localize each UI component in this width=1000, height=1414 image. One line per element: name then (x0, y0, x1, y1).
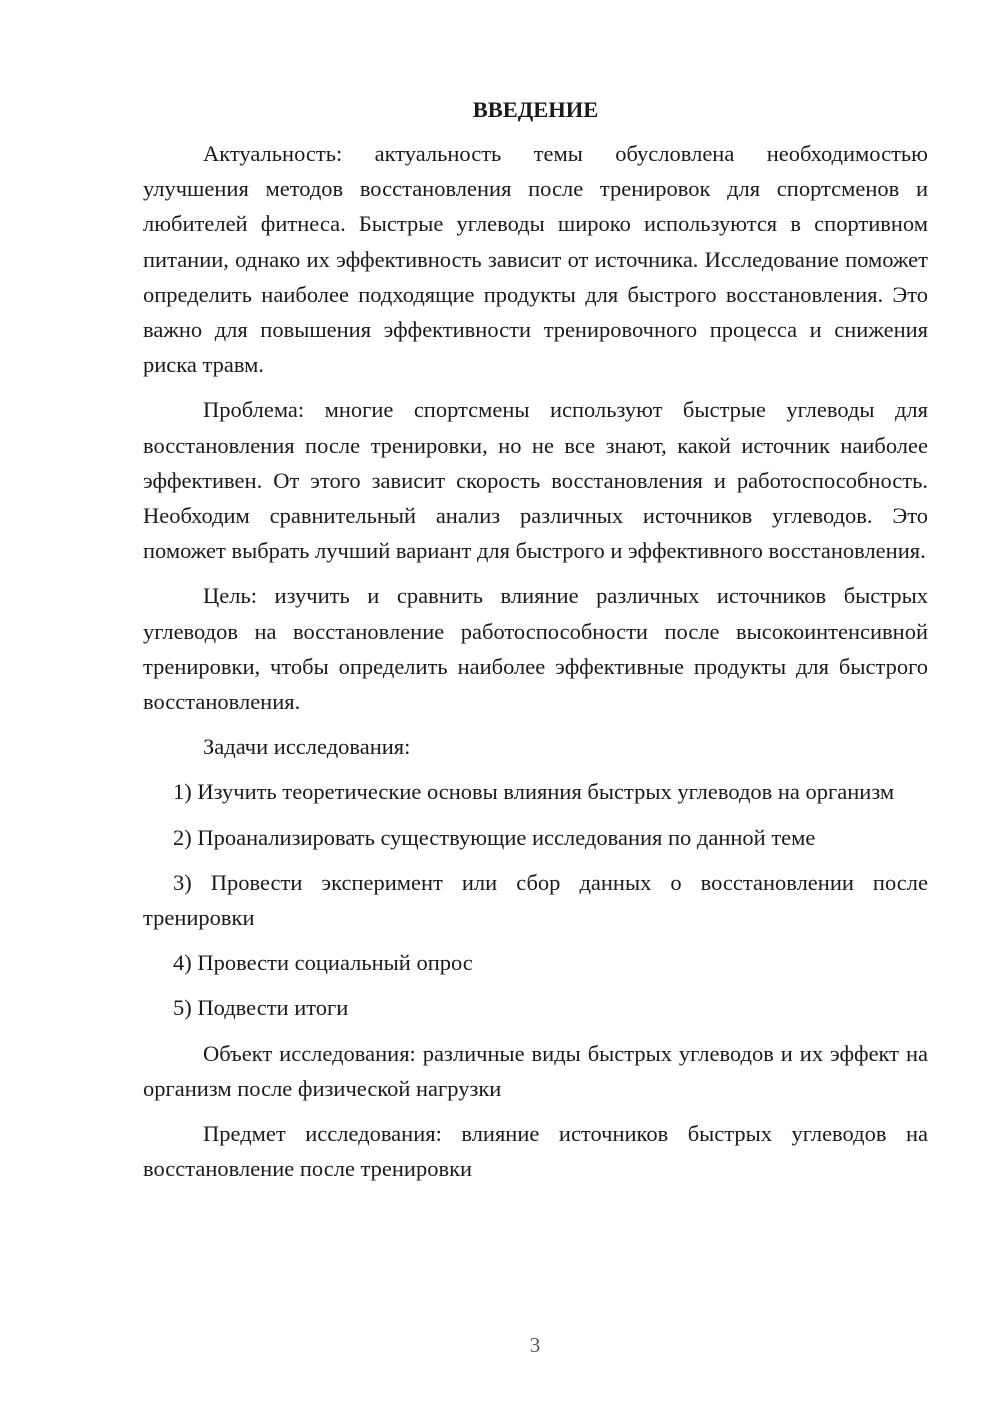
paragraph-object: Объект исследования: различные виды быстрых углеводов и их эффект на организм после физической нагрузки (143, 1040, 928, 1101)
paragraph-problem: Проблема: многие спортсмены используют быстрые углеводы для восстановления после тренировки, но не все знают, какой источник наиболее эффективен. От этого зависит скорость восстановления и работоспособность. Необходим сравнительный анализ различных источников углеводов. Это поможет выбрать лучший вариант для быстрого и эффективного восстановления. (143, 397, 928, 564)
section-title: ВВЕДЕНИЕ (472, 97, 599, 122)
page-number: 3 (529, 1333, 541, 1357)
paragraph-subject: Предмет исследования: влияние источников быстрых углеводов на восстановление после тренировки (143, 1121, 928, 1182)
task-item-5: 5) Подвести итоги (173, 995, 349, 1021)
task-item-4: 4) Провести социальный опрос (173, 950, 473, 976)
task-item-1: 1) Изучить теоретические основы влияния быстрых углеводов на организм (173, 779, 895, 805)
page-body (143, 92, 928, 1196)
paragraph-goal: Цель: изучить и сравнить влияние различных источников быстрых углеводов на восстановление работоспособности после высокоинтенсивной тренировки, чтобы определить наиболее эффективные продукты для быстрого восстановления. (143, 583, 928, 715)
task-item-2: 2) Проанализировать существующие исследования по данной теме (173, 824, 816, 850)
paragraph-tasks-heading: Задачи исследования: (203, 734, 411, 760)
task-item-3: 3) Провести эксперимент или сбор данных о восстановлении после тренировки (143, 869, 928, 931)
paragraph-relevance: Актуальность: актуальность темы обусловлена необходимостью улучшения методов восстановления после тренировок для спортсменов и любителей фитнеса. Быстрые углеводы широко используются в спортивном питании, однако их эффективность зависит от источника. Исследование поможет определить наиболее подходящие продукты для быстрого восстановления. Это важно для повышения эффективности тренировочного процесса и снижения риска травм. (143, 141, 928, 378)
